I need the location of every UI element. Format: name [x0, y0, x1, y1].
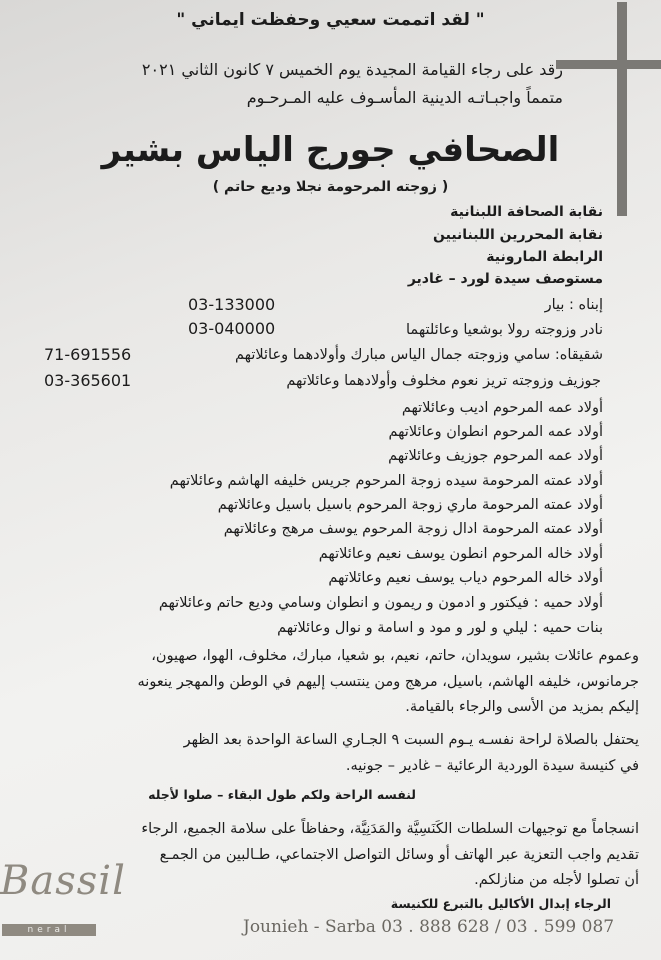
brothers-phone-1: 71-691556: [44, 345, 132, 364]
service-line: في كنيسة سيدة الوردية الرعائية – غادير – جونيه.: [345, 758, 639, 774]
notice-line: انسجاماً مع توجيهات السلطات الكَنَسِيَّة والمَدَنِيَّة، وحفاظاً على سلامة الجميع، الرجاء: [141, 821, 639, 837]
notice-line: أن تصلوا لأجله من منازلكم.: [474, 872, 639, 888]
intro-line-2: متمماً واجبـاتـه الدينية المأسـوف عليه المـرحـوم: [246, 88, 563, 107]
intro-line-1: رقد على رجاء القيامة المجيدة يوم الخميس ٧ كانون الثاني ٢٠٢١: [141, 60, 563, 79]
relative-line: أولاد خاله المرحوم انطون يوسف نعيم وعائلاتهم: [318, 546, 603, 562]
funeral-home-logo-subtitle: neral: [2, 924, 96, 936]
families-line: إليكم بمزيد من الأسى والرجاء بالقيامة.: [405, 699, 639, 715]
cross-horizontal-bar: [556, 60, 661, 69]
relative-line: أولاد عمه المرحوم جوزيف وعائلاتهم: [388, 448, 603, 464]
sons-label: إبناه : بيار: [544, 297, 603, 313]
relative-line: أولاد عمته المرحومة سيده زوجة المرحوم جريس خليفه الهاشم وعائلاتهم: [169, 473, 603, 489]
families-line: وعموم عائلات بشير، سويدان، حاتم، نعيم، بو شعيا، مبارك، مخلوف، الهوا، صهيون،: [151, 648, 639, 664]
sons-phone-2: 03-040000: [188, 319, 276, 338]
families-line: جرمانوس، خليفه الهاشم، باسيل، مرهج ومن ينتسب إليهم في الوطن والمهجر ينعونه: [137, 674, 639, 690]
service-line: يحتفل بالصلاة لراحة نفسـه يـوم السبت ٩ الجـاري الساعة الواحدة بعد الظهر: [183, 732, 639, 748]
relative-line: أولاد خاله المرحوم دياب يوسف نعيم وعائلاتهم: [328, 570, 603, 586]
relative-line: بنات حميه : ليلي و لور و مود و اسامة و نوال وعائلاتهم: [277, 620, 603, 636]
brothers-line-2: جوزيف وزوجته تريز نعوم مخلوف وأولادهما وعائلاتهم: [286, 373, 601, 389]
spouse-note: ( زوجته المرحومة نجلا وديع حاتم ): [212, 179, 449, 195]
relative-line: أولاد عمه المرحوم اديب وعائلاتهم: [401, 400, 603, 416]
sons-phone-1: 03-133000: [188, 295, 276, 314]
footer-contact: Jounieh - Sarba 03 . 888 628 / 03 . 599 087: [243, 917, 615, 937]
relative-line: أولاد عمه المرحوم انطوان وعائلاتهم: [388, 424, 603, 440]
wreath-request: الرجاء إبدال الأكاليل بالتبرع للكنيسة: [390, 896, 611, 911]
prayer-line: لنفسه الراحة ولكم طول البقاء – صلوا لأجله: [148, 787, 416, 802]
relative-line: أولاد عمته المرحومة ادال زوجة المرحوم يوسف مرهج وعائلاتهم: [223, 521, 603, 537]
organization-item: نقابة الصحافة اللبنانية: [450, 204, 603, 220]
organization-item: الرابطة المارونية: [486, 249, 603, 265]
header-quote: " لقد اتممت سعيي وحفظت ايماني ": [176, 10, 485, 30]
brothers-line-1: شقيقاه: سامي وزوجته جمال الياس مبارك وأولادهما وعائلاتهم: [235, 347, 603, 363]
relative-line: أولاد حميه : فيكتور و ادمون و ريمون و انطوان وسامي وديع حاتم وعائلاتهم: [158, 595, 603, 611]
organization-item: نقابة المحررين اللبنانيين: [433, 227, 603, 243]
funeral-home-logo: Bassil: [0, 858, 126, 904]
brothers-phone-2: 03-365601: [44, 371, 132, 390]
deceased-name: الصحافي جورج الياس بشير: [101, 130, 560, 170]
sons-line-2: نادر وزوجته رولا بوشعيا وعائلتهما: [406, 322, 603, 338]
organization-item: مستوصف سيدة لورد – غادير: [407, 271, 603, 287]
relative-line: أولاد عمته المرحومة ماري زوجة المرحوم باسيل باسيل وعائلاتهم: [217, 497, 603, 513]
notice-line: تقديم واجب التعزية عبر الهاتف أو وسائل التواصل الاجتماعي، طـالبين من الجمـع: [159, 847, 639, 863]
